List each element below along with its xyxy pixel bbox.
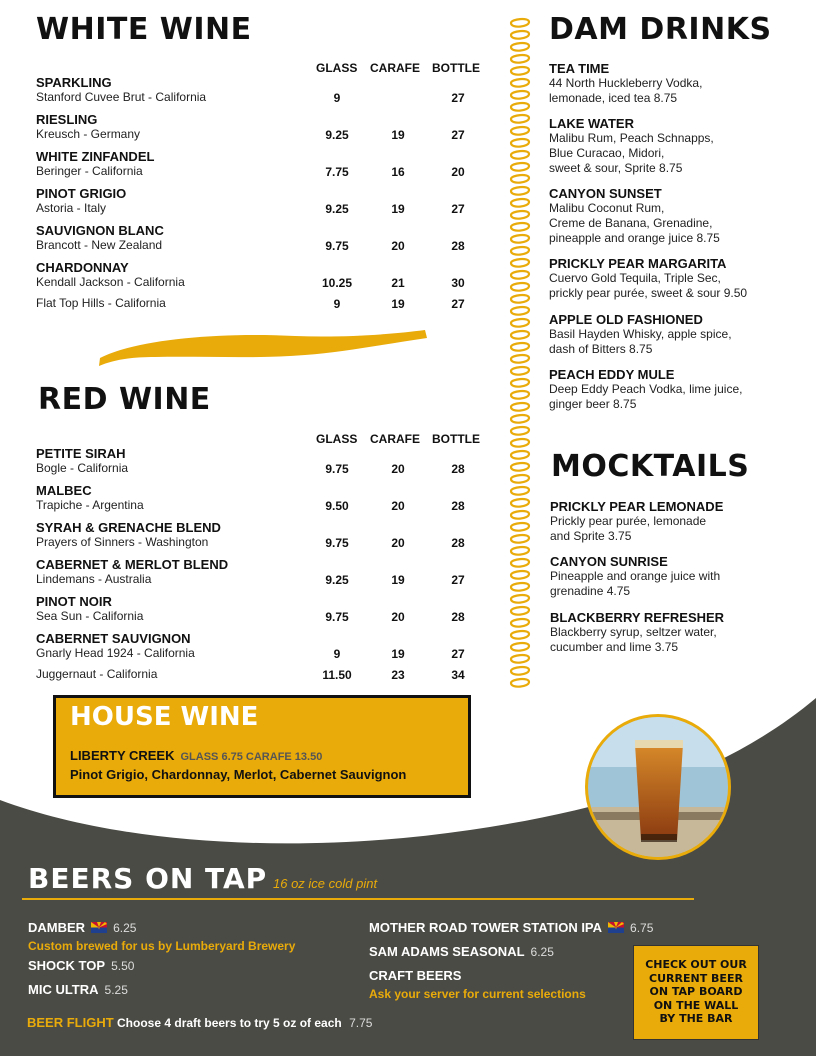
price-bottle: 34 [451, 668, 465, 682]
drink-description: Malibu Rum, Peach Schnapps, Blue Curacao, Midori, sweet & sour, Sprite 8.75 [549, 131, 714, 175]
wine-origin: Beringer - California [36, 164, 143, 178]
wine-origin: Sea Sun - California [36, 609, 144, 623]
red-wine-title: RED WINE [38, 382, 211, 417]
wine-name: SYRAH & GRENACHE BLEND [36, 520, 221, 535]
price-glass: 10.25 [321, 276, 353, 290]
beer-flight-label: BEER FLIGHT [27, 1015, 114, 1030]
wine-name: PINOT NOIR [36, 594, 112, 609]
wine-origin: Flat Top Hills - California [36, 296, 166, 310]
wine-row [36, 446, 486, 482]
wine-row [36, 260, 486, 296]
drink-item [549, 116, 789, 176]
drink-item [550, 554, 790, 599]
beer-flight-price: 7.75 [349, 1016, 373, 1030]
beer-board-callout-text: CHECK OUT OUR CURRENT BEER ON TAP BOARD ON THE WALL BY THE BAR [645, 958, 747, 1025]
price-glass: 9.25 [325, 128, 349, 142]
beer-flight-line [27, 1015, 372, 1030]
wine-origin: Lindemans - Australia [36, 572, 152, 586]
drink-name: APPLE OLD FASHIONED [549, 312, 703, 327]
price-bottle: 20 [451, 165, 465, 179]
header-carafe: CARAFE [370, 432, 420, 446]
header-carafe: CARAFE [370, 61, 420, 75]
price-glass: 9.75 [325, 536, 349, 550]
price-bottle: 28 [451, 239, 465, 253]
white-wine-title: WHITE WINE [36, 12, 252, 47]
price-carafe: 21 [391, 276, 405, 290]
wine-name: WHITE ZINFANDEL [36, 149, 155, 164]
price-glass: 9.75 [325, 239, 349, 253]
beer-name: DAMBER [28, 920, 86, 935]
arizona-flag-icon [91, 922, 107, 933]
wine-origin: Bogle - California [36, 461, 129, 475]
wine-row [36, 112, 486, 148]
beer-flight-desc: Choose 4 draft beers to try 5 oz of each [117, 1016, 342, 1030]
wine-origin: Astoria - Italy [36, 201, 107, 215]
price-glass: 11.50 [322, 668, 352, 682]
beer-price: 6.75 [630, 921, 654, 935]
wine-row [36, 296, 486, 332]
beer-note: Custom brewed for us by Lumberyard Brewery [28, 939, 296, 953]
header-glass: GLASS [316, 432, 358, 446]
wine-row [36, 520, 486, 556]
drink-description: Basil Hayden Whisky, apple spice, dash of Bitters 8.75 [549, 327, 732, 356]
house-wine-box [53, 695, 471, 798]
house-wine-varietals: Pinot Grigio, Chardonnay, Merlot, Cabernet Sauvignon [70, 767, 407, 782]
price-carafe: 20 [391, 499, 405, 513]
price-carafe: 23 [391, 668, 405, 682]
wine-row [36, 483, 486, 519]
drink-description: 44 North Huckleberry Vodka, lemonade, iced tea 8.75 [549, 76, 703, 105]
drink-description: Pineapple and orange juice with grenadine 4.75 [550, 569, 721, 598]
price-carafe: 20 [391, 536, 405, 550]
arizona-flag-icon [608, 922, 624, 933]
beer-item [28, 957, 134, 975]
beers-title-underline [22, 898, 694, 900]
price-carafe: 19 [391, 647, 405, 661]
drink-item [549, 186, 789, 246]
price-glass: 9.25 [325, 573, 349, 587]
wine-origin: Stanford Cuvee Brut - California [36, 90, 207, 104]
beer-name: CRAFT BEERS [369, 968, 462, 983]
beer-name: MIC ULTRA [28, 982, 99, 997]
price-bottle: 27 [451, 573, 465, 587]
price-bottle: 27 [451, 91, 465, 105]
price-glass: 9.75 [325, 610, 349, 624]
drink-description: Deep Eddy Peach Vodka, lime juice, ginger beer 8.75 [549, 382, 743, 411]
price-carafe: 19 [391, 128, 405, 142]
wine-row [36, 557, 486, 593]
price-carafe: 19 [391, 202, 405, 216]
beer-item [28, 981, 128, 999]
wine-name: CHARDONNAY [36, 260, 129, 275]
beer-price: 5.25 [104, 983, 128, 997]
price-bottle: 28 [451, 462, 465, 476]
wine-origin: Juggernaut - California [36, 667, 158, 681]
beer-price: 6.25 [113, 921, 137, 935]
price-carafe: 20 [391, 462, 405, 476]
beer-price: 6.25 [530, 945, 554, 959]
drink-item [549, 367, 789, 412]
price-glass: 9.25 [325, 202, 349, 216]
price-bottle: 28 [451, 610, 465, 624]
price-carafe: 20 [391, 239, 405, 253]
house-wine-prices: GLASS 6.75 CARAFE 13.50 [180, 751, 323, 763]
wine-origin: Brancott - New Zealand [36, 238, 163, 252]
wine-origin: Prayers of Sinners - Washington [36, 535, 209, 549]
wine-origin: Gnarly Head 1924 - California [36, 646, 195, 660]
beers-on-tap-title: BEERS ON TAP [28, 862, 268, 895]
wine-row [36, 75, 486, 111]
drink-name: PEACH EDDY MULE [549, 367, 675, 382]
drink-name: CANYON SUNRISE [550, 554, 668, 569]
wine-row [36, 149, 486, 185]
house-wine-title: HOUSE WINE [70, 702, 259, 732]
chain-divider [505, 15, 535, 690]
beer-name: SHOCK TOP [28, 958, 106, 973]
price-bottle: 27 [451, 128, 465, 142]
wine-name: SAUVIGNON BLANC [36, 223, 164, 238]
beer-item [369, 943, 554, 961]
wine-row [36, 186, 486, 222]
price-bottle: 27 [451, 297, 465, 311]
wine-origin: Trapiche - Argentina [36, 498, 144, 512]
house-wine-name-line [70, 748, 322, 763]
price-glass: 9 [333, 297, 341, 311]
price-bottle: 28 [451, 499, 465, 513]
wine-origin: Kendall Jackson - California [36, 275, 185, 289]
house-wine-name: LIBERTY CREEK [70, 748, 175, 763]
wine-name: CABERNET & MERLOT BLEND [36, 557, 229, 572]
beer-price: 5.50 [111, 959, 135, 973]
wine-name: PINOT GRIGIO [36, 186, 127, 201]
brush-stroke-divider [95, 330, 430, 370]
drink-description: Prickly pear purée, lemonade and Sprite 3.75 [550, 514, 707, 543]
drink-item [549, 256, 789, 301]
beer-note: Ask your server for current selections [369, 987, 586, 1001]
header-bottle: BOTTLE [432, 61, 480, 75]
drink-description: Cuervo Gold Tequila, Triple Sec, prickly pear purée, sweet & sour 9.50 [549, 271, 748, 300]
beer-item [28, 919, 295, 953]
header-bottle: BOTTLE [432, 432, 480, 446]
drink-item [549, 312, 789, 357]
drink-name: PRICKLY PEAR MARGARITA [549, 256, 727, 271]
price-carafe: 19 [391, 573, 405, 587]
price-glass: 9 [333, 647, 341, 661]
wine-origin: Kreusch - Germany [36, 127, 141, 141]
drink-item [550, 610, 790, 655]
drink-item [550, 499, 790, 544]
drink-name: PRICKLY PEAR LEMONADE [550, 499, 724, 514]
price-carafe: 20 [391, 610, 405, 624]
beer-name: SAM ADAMS SEASONAL [369, 944, 525, 959]
wine-row [36, 631, 486, 667]
price-carafe: 19 [391, 297, 405, 311]
price-bottle: 27 [451, 647, 465, 661]
beer-item [369, 967, 586, 1001]
price-carafe: 16 [391, 165, 405, 179]
beer-board-callout [633, 945, 759, 1040]
price-bottle: 28 [451, 536, 465, 550]
price-glass: 9.75 [325, 462, 349, 476]
drink-name: CANYON SUNSET [549, 186, 662, 201]
drink-name: LAKE WATER [549, 116, 634, 131]
beer-name: MOTHER ROAD TOWER STATION IPA [369, 920, 603, 935]
wine-name: PETITE SIRAH [36, 446, 126, 461]
beer-glass-photo [583, 712, 733, 862]
price-bottle: 30 [451, 276, 465, 290]
wine-name: CABERNET SAUVIGNON [36, 631, 191, 646]
mocktails-title: MOCKTAILS [551, 449, 750, 484]
drink-description: Malibu Coconut Rum, Creme de Banana, Grenadine, pineapple and orange juice 8.75 [549, 201, 720, 245]
wine-name: SPARKLING [36, 75, 112, 90]
price-glass: 9.50 [325, 499, 349, 513]
price-bottle: 27 [451, 202, 465, 216]
wine-name: MALBEC [36, 483, 92, 498]
dam-drinks-title: DAM DRINKS [549, 12, 772, 47]
drink-name: TEA TIME [549, 61, 610, 76]
price-glass: 9 [333, 91, 341, 105]
drink-name: BLACKBERRY REFRESHER [550, 610, 725, 625]
beer-item [369, 919, 653, 937]
drink-item [549, 61, 789, 106]
header-glass: GLASS [316, 61, 358, 75]
wine-name: RIESLING [36, 112, 98, 127]
wine-row [36, 223, 486, 259]
beers-subtitle: 16 oz ice cold pint [273, 876, 378, 891]
wine-row [36, 594, 486, 630]
drink-description: Blackberry syrup, seltzer water, cucumber and lime 3.75 [550, 625, 717, 654]
price-glass: 7.75 [325, 165, 349, 179]
